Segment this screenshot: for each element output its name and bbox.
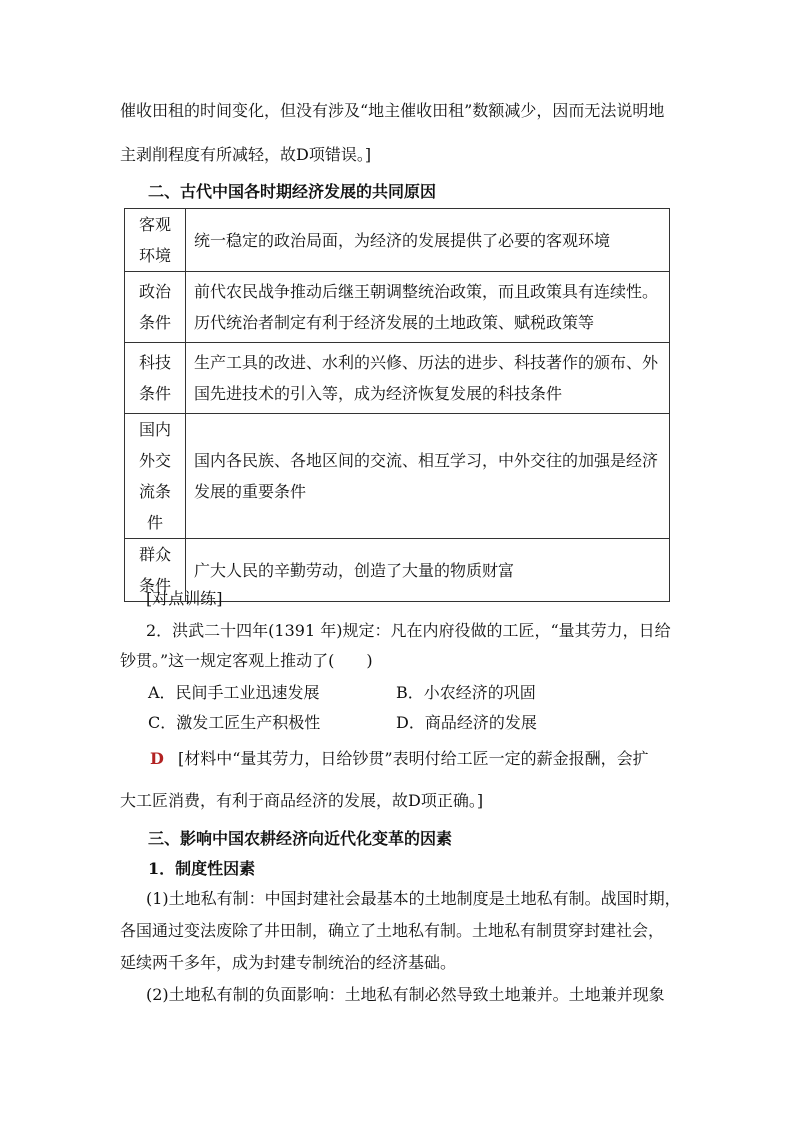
explanation-line: [材料中“量其劳力，日给钞贯”表明付给工匠一定的薪金报酬，会扩 bbox=[178, 749, 649, 768]
section-heading: 二、古代中国各时期经济发展的共同原因 bbox=[148, 182, 437, 201]
factor-description: 前代农民战争推动后继王朝调整统治政策，而且政策具有连续性。 历代统治者制定有利于经济发展的土地政策、赋税政策等 bbox=[186, 272, 670, 343]
option-d: D．商品经济的发展 bbox=[396, 713, 537, 732]
factor-name: 政治 条件 bbox=[125, 272, 186, 343]
table-row bbox=[125, 209, 670, 272]
practice-label: [对点训练] bbox=[146, 589, 223, 608]
factor-description: 广大人民的辛勤劳动，创造了大量的物质财富 bbox=[186, 539, 670, 602]
option-b: B．小农经济的巩固 bbox=[396, 683, 536, 702]
factor-name: 国内 外交 流条 件 bbox=[125, 414, 186, 539]
paragraph-line: 各国通过变法废除了井田制，确立了土地私有制。土地私有制贯穿封建社会， bbox=[120, 921, 665, 940]
factor-description: 统一稳定的政治局面，为经济的发展提供了必要的客观环境 bbox=[186, 209, 670, 272]
factor-name: 群众 条件 bbox=[125, 539, 186, 602]
paragraph-line: 延续两千多年，成为封建专制统治的经济基础。 bbox=[120, 953, 457, 972]
subsection-heading: 1．制度性因素 bbox=[148, 859, 256, 878]
option-a: A．民间手工业迅速发展 bbox=[148, 683, 320, 702]
factors-table bbox=[124, 208, 670, 602]
table-row bbox=[125, 272, 670, 343]
section-heading: 三、影响中国农耕经济向近代化变革的因素 bbox=[148, 829, 453, 848]
factor-description: 生产工具的改进、水利的兴修、历法的进步、科技著作的颁布、外 国先进技术的引入等，成为经济恢复发展的科技条件 bbox=[186, 343, 670, 414]
factor-name: 科技 条件 bbox=[125, 343, 186, 414]
paragraph-line: (2)土地私有制的负面影响：土地私有制必然导致土地兼并。土地兼并现象 bbox=[146, 985, 665, 1004]
paragraph-line: (1)土地私有制：中国封建社会最基本的土地制度是土地私有制。战国时期， bbox=[146, 889, 681, 908]
table-row bbox=[125, 414, 670, 539]
table-row bbox=[125, 343, 670, 414]
answer-letter: D bbox=[150, 749, 164, 768]
paragraph-line: 催收田租的时间变化，但没有涉及“地主催收田租”数额减少，因而无法说明地 bbox=[120, 101, 665, 120]
question-line: 2．洪武二十四年(1391 年)规定：凡在内府役做的工匠，“量其劳力，日给 bbox=[146, 621, 671, 640]
explanation-line: 大工匠消费，有利于商品经济的发展，故D项正确。] bbox=[120, 791, 484, 810]
option-c: C．激发工匠生产积极性 bbox=[148, 713, 321, 732]
factor-description: 国内各民族、各地区间的交流、相互学习，中外交往的加强是经济 发展的重要条件 bbox=[186, 414, 670, 539]
question-line: 钞贯。”这一规定客观上推动了( ) bbox=[120, 651, 373, 670]
factor-name: 客观 环境 bbox=[125, 209, 186, 272]
paragraph-line: 主剥削程度有所减轻，故D项错误。] bbox=[120, 145, 372, 164]
